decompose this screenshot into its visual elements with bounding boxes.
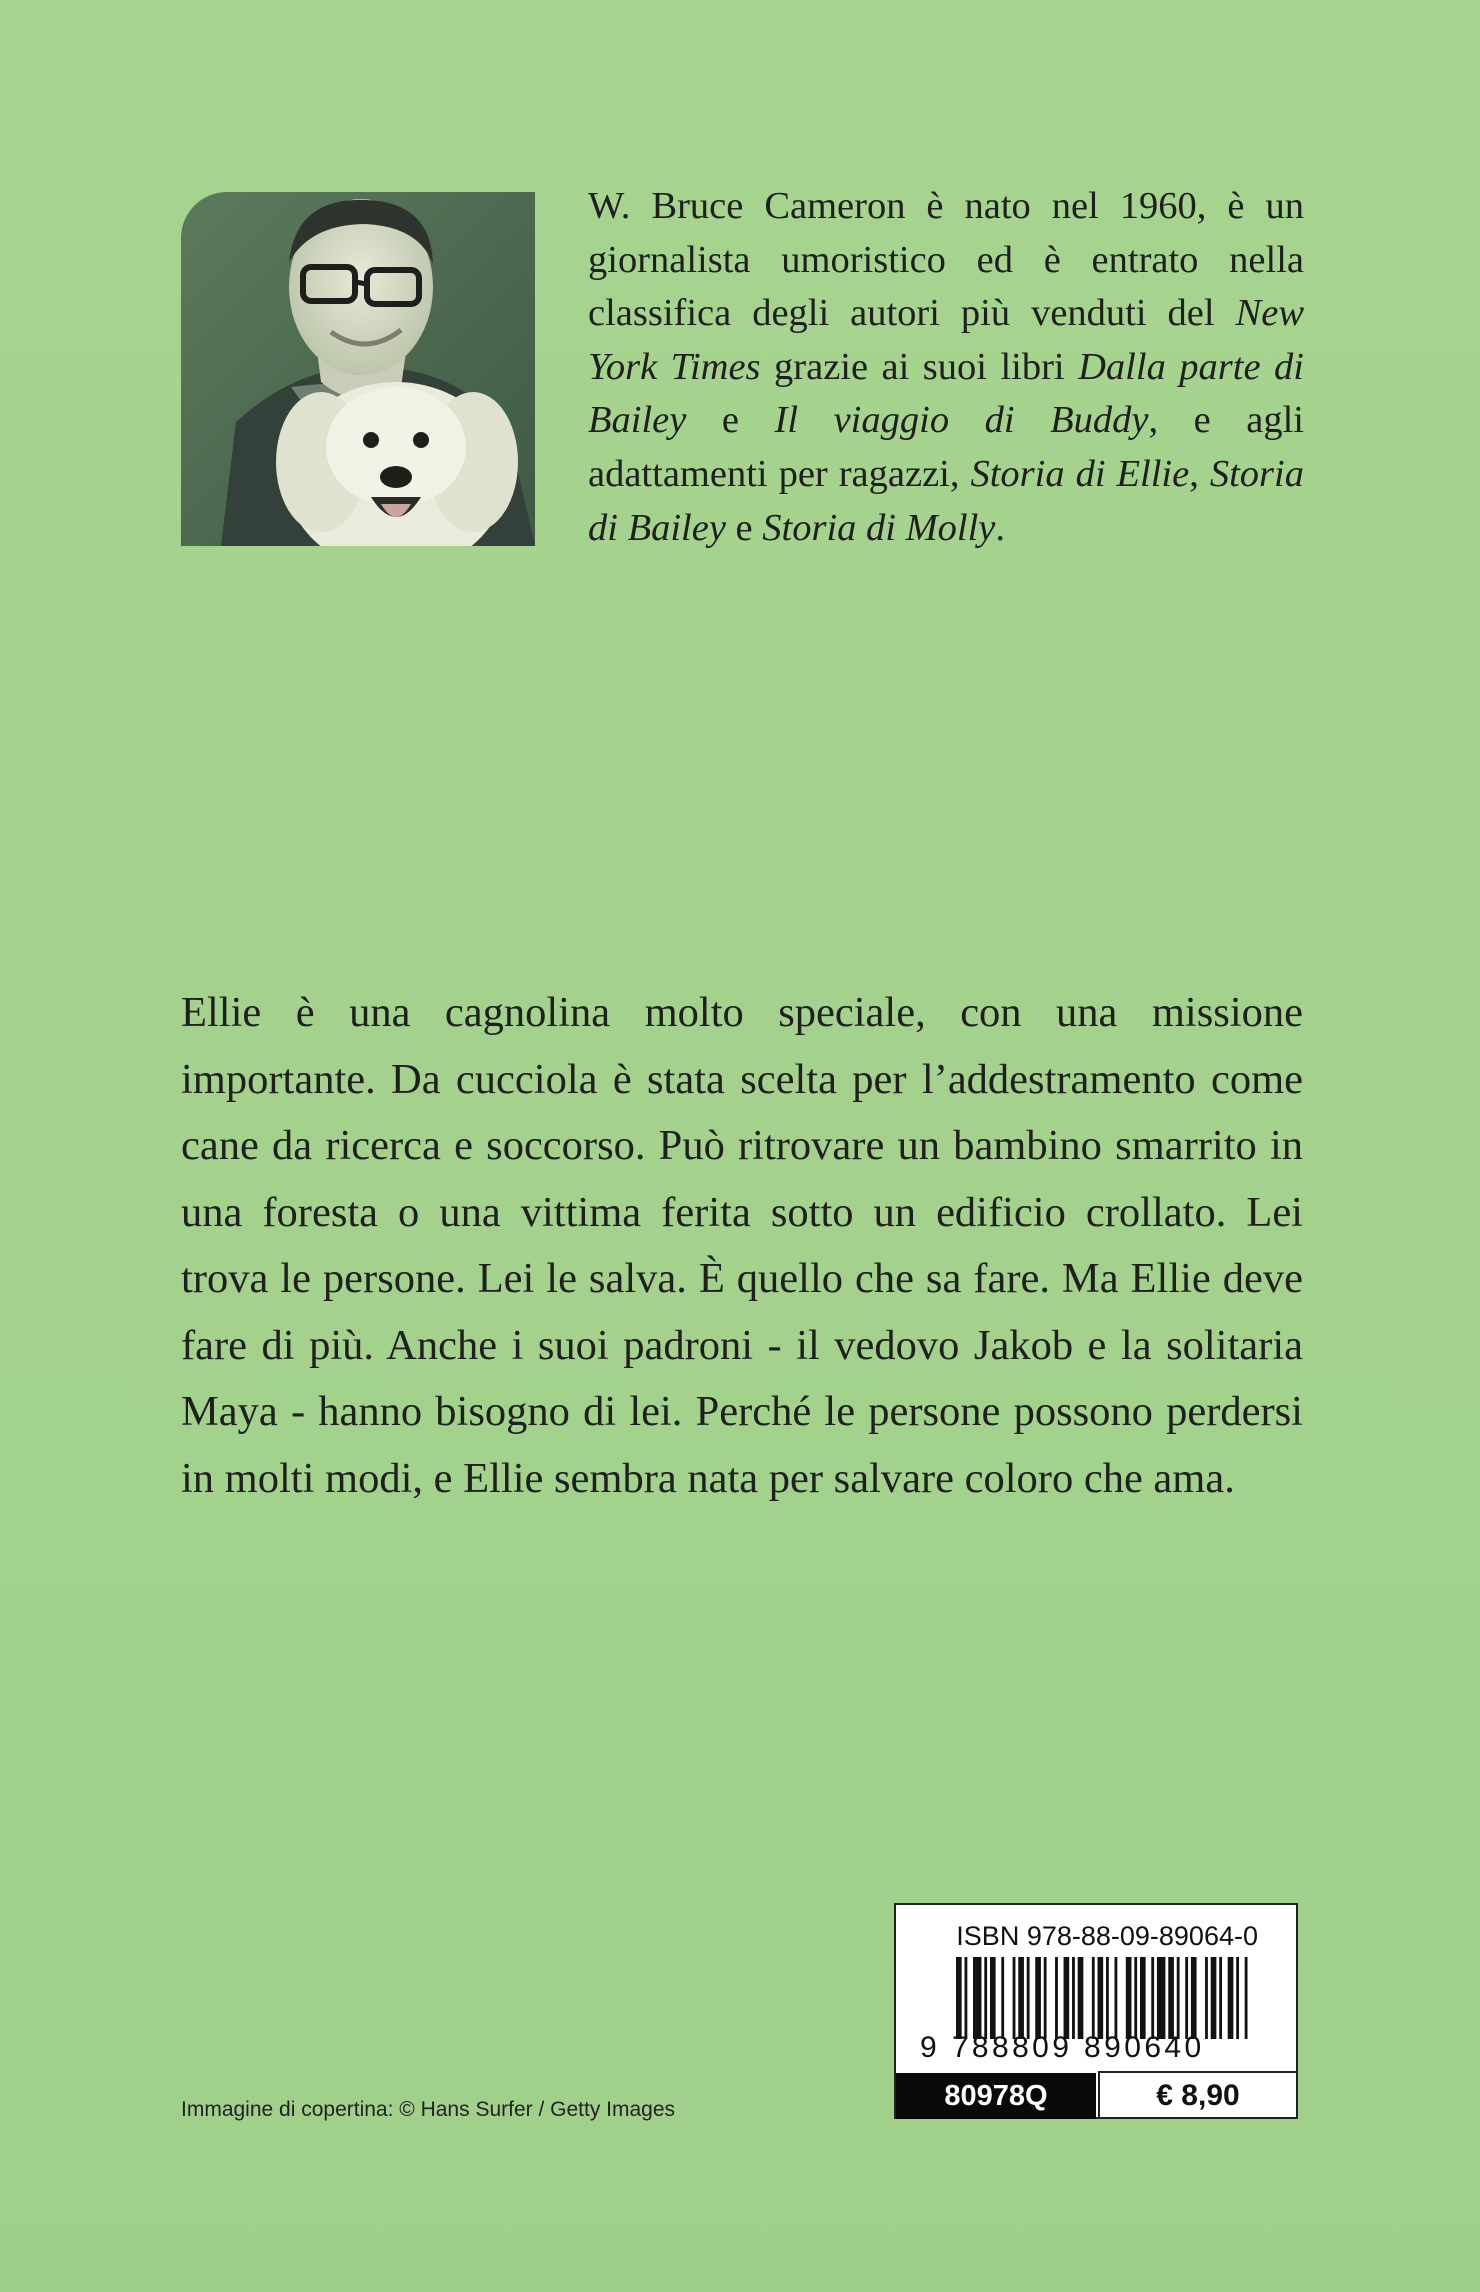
bio-title-new-york-times: New York Times xyxy=(588,292,1304,388)
bio-text: . xyxy=(995,506,1006,549)
bio-text: e xyxy=(725,506,763,549)
bio-text: grazie ai suoi libri xyxy=(760,345,1079,388)
bio-text: , xyxy=(1189,452,1210,495)
bio-title-storia-di-bailey: Storia di Bailey xyxy=(588,452,1304,549)
product-code: 80978Q xyxy=(896,2073,1096,2119)
bio-title-dalla-parte-di-bailey: Dalla parte di Bailey xyxy=(588,345,1305,442)
price: € 8,90 xyxy=(1098,2071,1296,2119)
bio-title-storia-di-molly: Storia di Molly xyxy=(762,506,996,549)
bio-title-storia-di-ellie: Storia di Ellie xyxy=(970,452,1190,495)
bio-title-il-viaggio-di-buddy: Il viaggio di Buddy xyxy=(774,399,1149,442)
author-photo xyxy=(181,192,535,546)
barcode-digits: 9 788809 890640 xyxy=(920,2031,1205,2064)
bio-text: e xyxy=(686,399,775,442)
book-blurb: Ellie è una cagnolina molto speciale, con una missione importante. Da cucciola è stata scelta per l’addestramento come cane da ricerca e soccorso. Può ritrovare un bambino smarrito in una foresta o una vittima ferita sotto un edificio crollato. Lei trova le persone. Lei le salva. È quello che sa fare. Ma Ellie deve fare di più. Anche i suoi padroni - il vedovo Jakob e la solitaria Maya - hanno bisogno di lei. Perché le persone possono perdersi in molti modi, e Ellie sembra nata per salvare coloro che ama. xyxy=(181,989,1303,1502)
bio-text: , e agli adattamenti per ragazzi, xyxy=(588,399,1304,495)
author-with-dog-photo-icon xyxy=(181,192,535,546)
author-bio xyxy=(588,180,1304,555)
cover-image-credit: Immagine di copertina: © Hans Surfer / Getty Images xyxy=(181,2098,676,2121)
bio-text: W. Bruce Cameron è nato nel 1960, è un giornalista umoristico ed è entrato nella classifica degli autori più venduti del xyxy=(588,185,1304,335)
isbn-label: ISBN 978-88-09-89064-0 xyxy=(956,1921,1258,1951)
barcode-box xyxy=(894,1903,1298,2119)
barcode-icon xyxy=(956,1957,1256,2039)
